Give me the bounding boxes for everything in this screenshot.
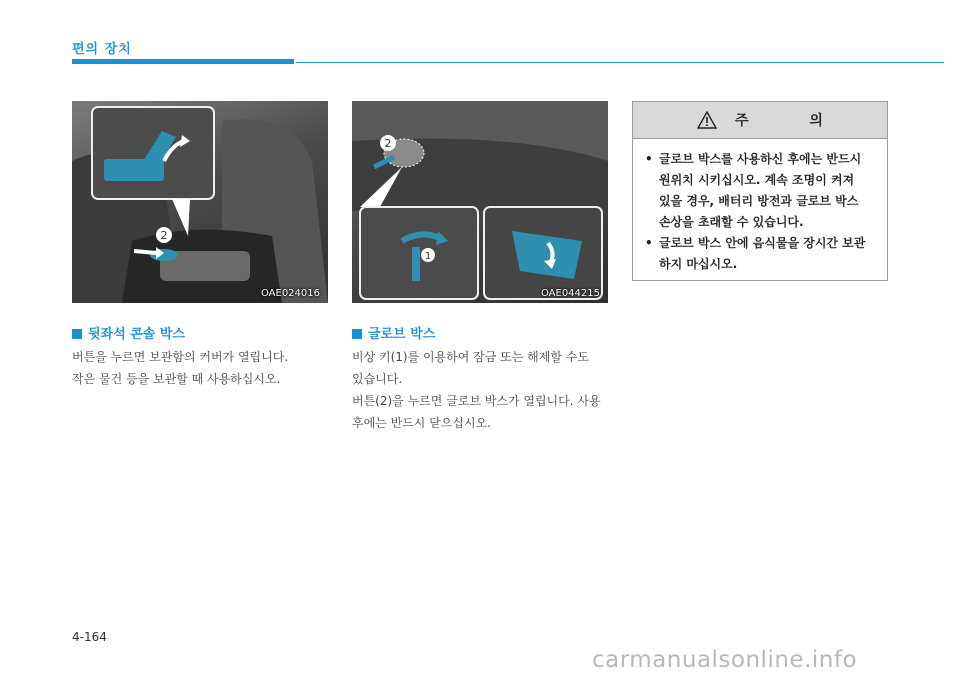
glove-box-heading: 글로브 박스 <box>352 323 435 342</box>
marker-two: 2 <box>384 137 392 150</box>
caution-item: • 글로브 박스 안에 음식물을 장시간 보관 하지 마십시오. <box>645 233 879 275</box>
caution-header <box>633 102 887 139</box>
square-bullet-icon <box>352 329 362 339</box>
caution-item: • 글로브 박스를 사용하신 후에는 반드시 원위치 시키십시오. 계속 조명이 켜져 있을 경우, 배터리 방전과 글로브 박스 손상을 초래할 수 있습니다. <box>645 149 879 233</box>
caution-title: 주 의 <box>735 113 851 129</box>
square-bullet-icon <box>72 329 82 339</box>
marker-one: 1 <box>424 251 432 262</box>
rear-console-photo <box>72 101 328 303</box>
watermark: carmanualsonline.info <box>592 647 858 673</box>
warning-triangle-icon <box>697 111 717 129</box>
marker-two: 2 <box>160 229 168 242</box>
header-rule-thick <box>72 59 294 64</box>
page-number: 4-164 <box>72 630 107 644</box>
rear-console-heading: 뒷좌석 콘솔 박스 <box>72 323 185 342</box>
rear-console-text: 버튼을 누르면 보관함의 커버가 열립니다. 작은 물건 등을 보관할 때 사용하십시오. <box>72 350 289 386</box>
figure-label: OAE024016 <box>260 288 320 299</box>
glove-box-photo <box>352 101 608 303</box>
figure-label: OAE044215 <box>540 288 600 299</box>
caution-box <box>632 101 888 281</box>
glove-box-text: 비상 키(1)를 이용하여 잠금 또는 해제할 수도 있습니다. 버튼(2)을 누르면 글로브 박스가 열립니다. 사용 후에는 반드시 닫으십시오. <box>352 350 601 430</box>
section-title: 편의 장치 <box>72 42 132 57</box>
header-rule-thin <box>296 62 944 63</box>
